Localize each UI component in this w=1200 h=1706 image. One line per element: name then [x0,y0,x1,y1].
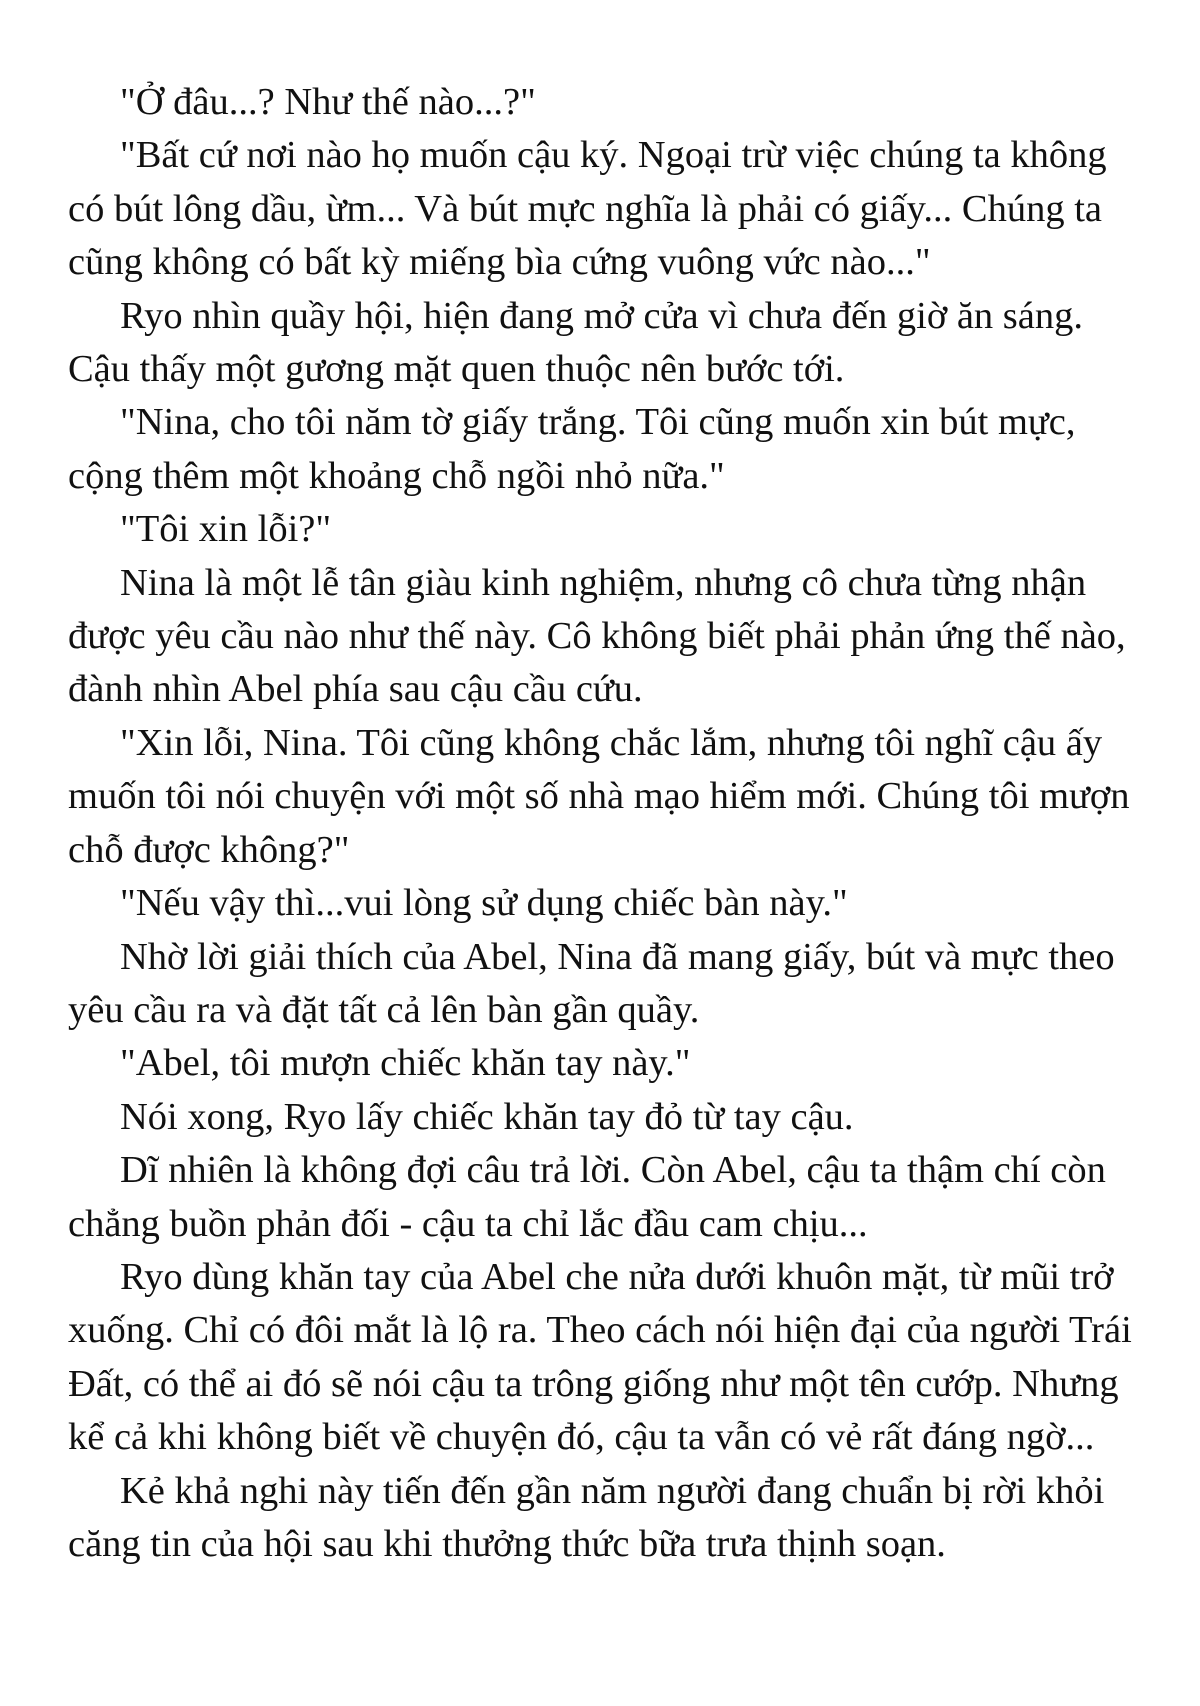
paragraph: Dĩ nhiên là không đợi câu trả lời. Còn Abel, cậu ta thậm chí còn chẳng buồn phản đối - cậu ta chỉ lắc đầu cam chịu... [68,1149,1106,1245]
paragraph: "Nina, cho tôi năm tờ giấy trắng. Tôi cũng muốn xin bút mực, cộng thêm một khoảng chỗ ngồi nhỏ nữa." [68,401,1076,497]
paragraph: Nhờ lời giải thích của Abel, Nina đã mang giấy, bút và mực theo yêu cầu ra và đặt tất cả lên bàn gần quầy. [68,935,1115,1031]
paragraph: "Abel, tôi mượn chiếc khăn tay này." [120,1042,691,1085]
paragraph: "Nếu vậy thì...vui lòng sử dụng chiếc bàn này." [120,882,848,925]
paragraph: "Xin lỗi, Nina. Tôi cũng không chắc lắm, nhưng tôi nghĩ cậu ấy muốn tôi nói chuyện với một số nhà mạo hiểm mới. Chúng tôi mượn chỗ được không?" [68,721,1130,871]
document-page [68,76,1140,1571]
paragraph: Kẻ khả nghi này tiến đến gần năm người đang chuẩn bị rời khỏi căng tin của hội sau khi thưởng thức bữa trưa thịnh soạn. [68,1469,1105,1565]
paragraph: Ryo dùng khăn tay của Abel che nửa dưới khuôn mặt, từ mũi trở xuống. Chỉ có đôi mắt là lộ ra. Theo cách nói hiện đại của người Trái Đất, có thể ai đó sẽ nói cậu ta trông giống như một tên cướp. Nhưng kể cả khi không biết về chuyện đó, cậu ta vẫn có vẻ rất đáng ngờ... [68,1255,1132,1459]
paragraph: Ryo nhìn quầy hội, hiện đang mở cửa vì chưa đến giờ ăn sáng. Cậu thấy một gương mặt quen thuộc nên bước tới. [68,294,1084,391]
paragraph: Nói xong, Ryo lấy chiếc khăn tay đỏ từ tay cậu. [120,1095,854,1138]
paragraph: "Bất cứ nơi nào họ muốn cậu ký. Ngoại trừ việc chúng ta không có bút lông dầu, ừm... Và bút mực nghĩa là phải có giấy... Chúng ta cũng không có bất kỳ miếng bìa cứng vuông vức nào..." [68,134,1107,284]
paragraph: "Ở đâu...? Như thế nào...?" [120,81,536,123]
paragraph: "Tôi xin lỗi?" [120,508,332,551]
paragraph: Nina là một lễ tân giàu kinh nghiệm, nhưng cô chưa từng nhận được yêu cầu nào như thế này. Cô không biết phải phản ứng thế nào, đành nhìn Abel phía sau cậu cầu cứu. [68,561,1126,711]
